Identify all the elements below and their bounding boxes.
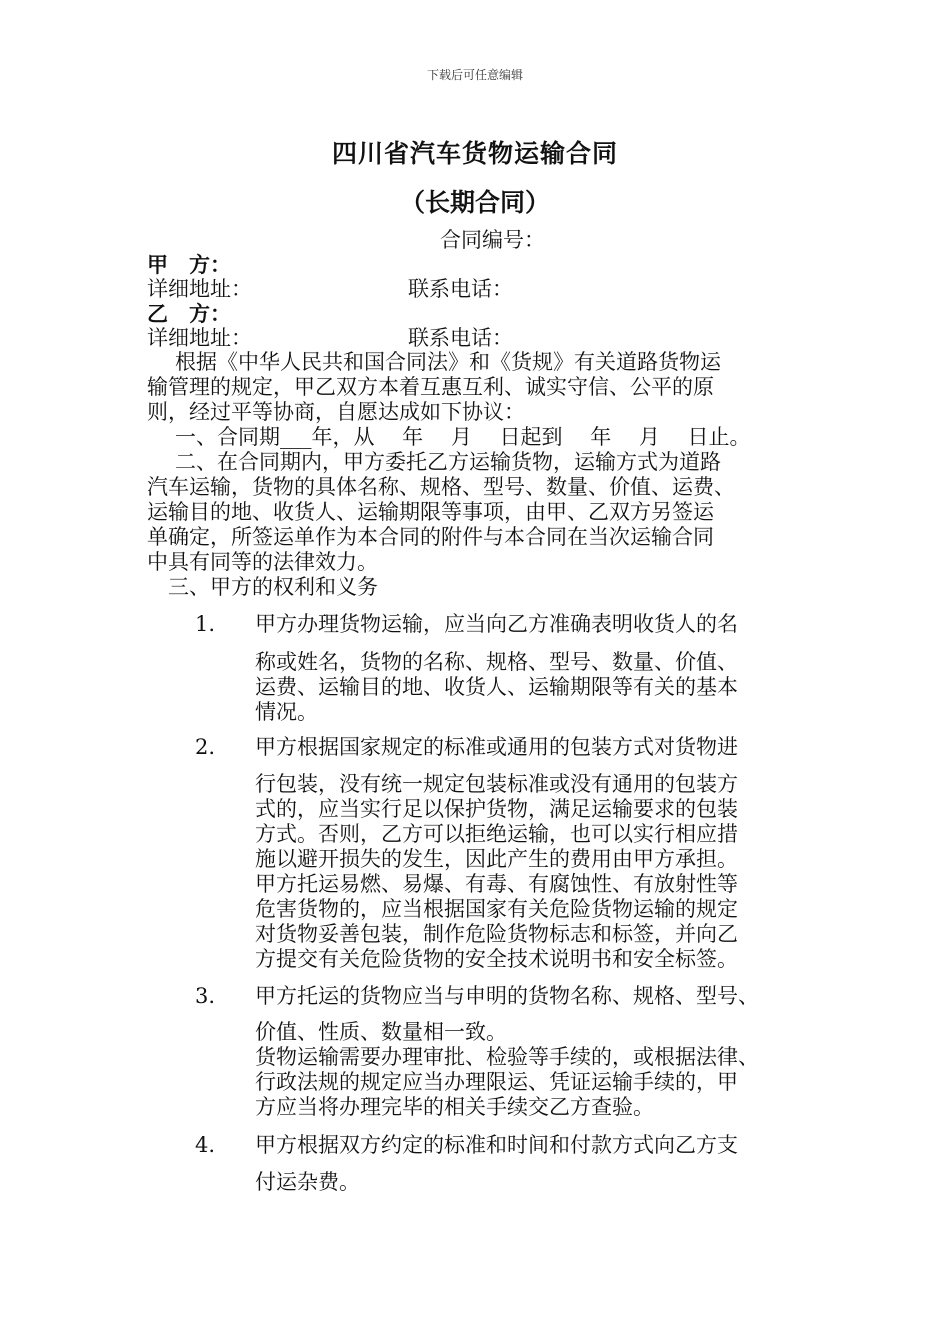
party-b-label: 乙 方： <box>147 301 231 326</box>
item-number: 3. <box>195 984 216 1008</box>
clause-2-line: 二、在合同期内，甲方委托乙方运输货物，运输方式为道路 <box>175 450 721 474</box>
intro-line: 则，经过平等协商，自愿达成如下协议： <box>147 400 525 424</box>
clause-2-line: 汽车运输，货物的具体名称、规格、型号、数量、价值、运费、 <box>147 475 735 499</box>
party-a-label: 甲 方： <box>147 252 231 277</box>
party-a-phone-label: 联系电话： <box>408 277 513 301</box>
item-line: 方式。否则，乙方可以拒绝运输，也可以实行相应措 <box>255 822 738 846</box>
party-a-address-label: 详细地址： <box>147 277 252 301</box>
item-line: 方提交有关危险货物的安全技术说明书和安全标签。 <box>255 947 738 971</box>
item-line: 称或姓名，货物的名称、规格、型号、数量、价值、 <box>255 650 738 674</box>
item-line: 运费、运输目的地、收货人、运输期限等有关的基本 <box>255 675 738 699</box>
intro-paragraph <box>147 350 721 425</box>
intro-line: 根据《中华人民共和国合同法》和《货规》有关道路货物运 <box>175 350 721 374</box>
item-line: 情况。 <box>255 700 318 724</box>
item-first-line: 甲方根据国家规定的标准或通用的包装方式对货物进 <box>255 735 738 759</box>
item-line: 甲方托运易燃、易爆、有毒、有腐蚀性、有放射性等 <box>255 872 738 896</box>
clause-2-paragraph <box>147 450 735 575</box>
item-first-line: 甲方托运的货物应当与申明的货物名称、规格、型号、 <box>255 984 759 1008</box>
item-line: 施以避开损失的发生，因此产生的费用由甲方承担。 <box>255 847 738 871</box>
document-subtitle: （长期合同） <box>399 188 550 217</box>
clause-3-title: 三、甲方的权利和义务 <box>168 575 378 599</box>
item-line: 方应当将办理完毕的相关手续交乙方查验。 <box>255 1095 654 1119</box>
item-line: 危害货物的，应当根据国家有关危险货物运输的规定 <box>255 897 738 921</box>
item-number: 1. <box>195 612 216 636</box>
item-line: 付运杂费。 <box>255 1170 360 1194</box>
item-first-line: 甲方根据双方约定的标准和时间和付款方式向乙方支 <box>255 1133 738 1157</box>
item-line: 对货物妥善包装，制作危险货物标志和标签，并向乙 <box>255 922 738 946</box>
document-title: 四川省汽车货物运输合同 <box>331 139 618 168</box>
item-line: 式的，应当实行足以保护货物，满足运输要求的包装 <box>255 797 738 821</box>
item-continuation <box>255 772 738 972</box>
item-line: 行政法规的规定应当办理限运、凭证运输手续的，甲 <box>255 1070 738 1094</box>
item-continuation <box>255 1170 360 1195</box>
item-continuation <box>255 1020 759 1120</box>
party-b-address-label: 详细地址： <box>147 326 252 350</box>
item-line: 货物运输需要办理审批、检验等手续的，或根据法律、 <box>255 1045 759 1069</box>
item-number: 2. <box>195 735 216 759</box>
item-line: 价值、性质、数量相一致。 <box>255 1020 507 1044</box>
intro-line: 输管理的规定，甲乙双方本着互惠互利、诚实守信、公平的原 <box>147 375 714 399</box>
contract-number-label: 合同编号： <box>440 228 545 252</box>
item-line: 行包装，没有统一规定包装标准或没有通用的包装方 <box>255 772 738 796</box>
item-continuation <box>255 650 738 725</box>
clause-2-line: 单确定，所签运单作为本合同的附件与本合同在当次运输合同 <box>147 525 714 549</box>
clause-2-line: 运输目的地、收货人、运输期限等事项，由甲、乙双方另签运 <box>147 500 714 524</box>
page-header-note: 下载后可任意编辑 <box>426 68 523 82</box>
clause-2-line: 中具有同等的法律效力。 <box>147 550 378 574</box>
party-b-phone-label: 联系电话： <box>408 326 513 350</box>
clause-1: 一、合同期___年，从 年 月 日起到 年 月 日止。 <box>175 425 751 449</box>
item-first-line: 甲方办理货物运输，应当向乙方准确表明收货人的名 <box>255 612 738 636</box>
item-number: 4. <box>195 1133 216 1157</box>
